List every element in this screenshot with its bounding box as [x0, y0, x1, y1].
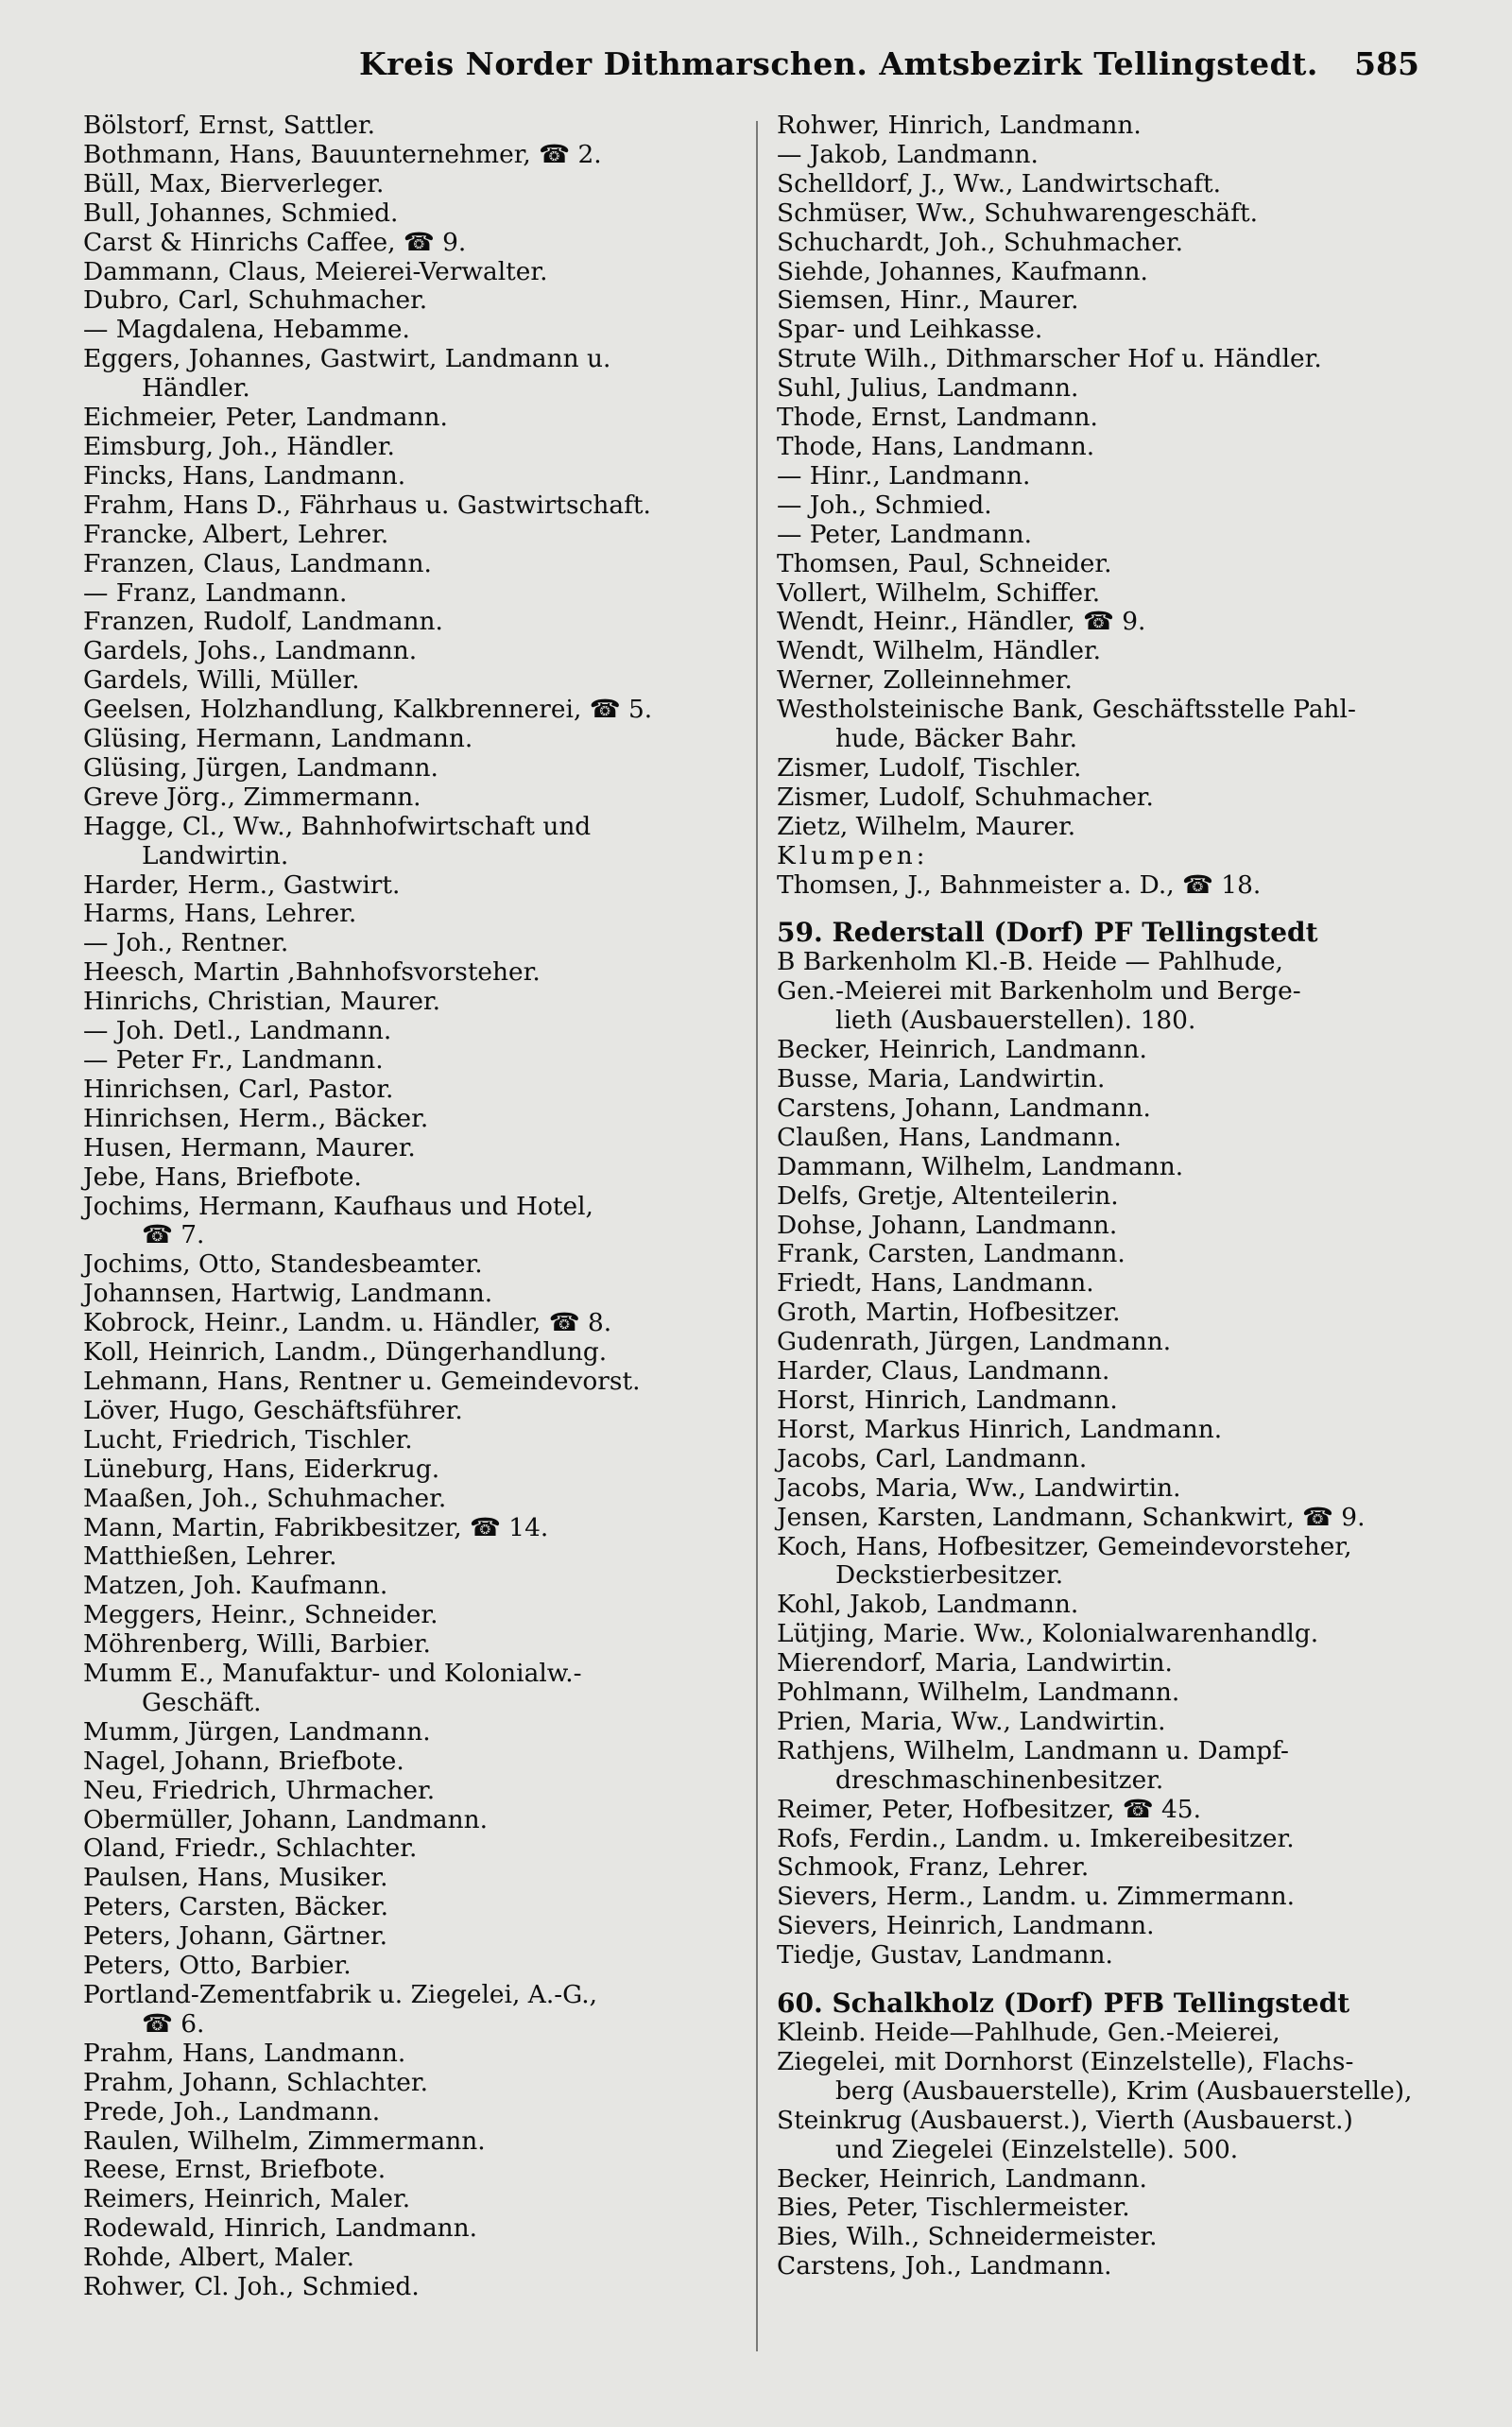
section-59-entries [777, 1036, 1418, 1971]
directory-entry: Prien, Maria, Ww., Landwirtin. [777, 1706, 1166, 1736]
directory-entry: hude, Bäcker Bahr. [835, 724, 1078, 754]
directory-entry: — Hinr., Landmann. [777, 460, 1031, 491]
directory-entry: Kobrock, Heinr., Landm. u. Händler, ☎ 8. [83, 1308, 612, 1338]
directory-entry: Greve Jörg., Zimmermann. [83, 782, 421, 812]
right-column-entries [777, 112, 1418, 900]
directory-entry: Mumm, Jürgen, Landmann. [83, 1716, 431, 1747]
directory-entry: Suhl, Julius, Landmann. [777, 373, 1079, 404]
directory-entry: Carstens, Johann, Landmann. [777, 1093, 1151, 1123]
directory-entry: Carstens, Joh., Landmann. [777, 2251, 1112, 2281]
section-gap [777, 900, 1418, 919]
directory-entry: Friedt, Hans, Landmann. [777, 1268, 1094, 1299]
directory-entry: Rathjens, Wilhelm, Landmann u. Dampf- [777, 1735, 1289, 1765]
directory-entry: Wendt, Heinr., Händler, ☎ 9. [777, 607, 1146, 637]
directory-entry: Hinrichsen, Carl, Pastor. [83, 1074, 394, 1104]
directory-entry: Matzen, Joh. Kaufmann. [83, 1571, 388, 1601]
directory-entry: Raulen, Wilhelm, Zimmermann. [83, 2126, 486, 2156]
directory-entry: Portland-Zementfabrik u. Ziegelei, A.-G., [83, 1980, 598, 2009]
directory-entry: Tiedje, Gustav, Landmann. [777, 1940, 1113, 1971]
directory-entry: — Magdalena, Hebamme. [83, 315, 410, 345]
directory-entry: Peters, Johann, Gärtner. [83, 1921, 388, 1952]
directory-entry: Kohl, Jakob, Landmann. [777, 1590, 1079, 1620]
directory-entry: Eichmeier, Peter, Landmann. [83, 403, 448, 433]
left-column [83, 112, 737, 2302]
directory-entry: Carst & Hinrichs Caffee, ☎ 9. [83, 227, 467, 257]
directory-entry: Sievers, Heinrich, Landmann. [777, 1911, 1155, 1941]
directory-entry: Frahm, Hans D., Fährhaus u. Gastwirtschaft. [83, 490, 651, 520]
directory-entry: Pohlmann, Wilhelm, Landmann. [777, 1678, 1180, 1708]
section-59 [777, 919, 1418, 1971]
directory-entry: Zismer, Ludolf, Tischler. [777, 752, 1082, 783]
directory-entry: Frank, Carsten, Landmann. [777, 1239, 1125, 1269]
section-intro-line: und Ziegelei (Einzelstelle). 500. [835, 2134, 1239, 2164]
directory-entry: Heesch, Martin ,Bahnhofsvorsteher. [83, 957, 541, 988]
directory-entry: Franzen, Rudolf, Landmann. [83, 607, 443, 637]
directory-entry: Claußen, Hans, Landmann. [777, 1122, 1122, 1152]
directory-entry: Mierendorf, Maria, Landwirtin. [777, 1648, 1173, 1678]
directory-entry: — Peter Fr., Landmann. [83, 1045, 384, 1075]
directory-entry: Glüsing, Hermann, Landmann. [83, 724, 473, 754]
section-intro-line: Kleinb. Heide—Pahlhude, Gen.-Meierei, [777, 2018, 1280, 2047]
directory-entry: Neu, Friedrich, Uhrmacher. [83, 1775, 436, 1805]
directory-entry: Landwirtin. [142, 840, 289, 870]
directory-entry: Bull, Johannes, Schmied. [83, 198, 399, 228]
directory-entry: ☎ 7. [142, 1220, 205, 1250]
directory-entry: Spar- und Leihkasse. [777, 315, 1043, 345]
directory-entry: Lüneburg, Hans, Eiderkrug. [83, 1454, 440, 1484]
directory-entry: Paulsen, Hans, Musiker. [83, 1863, 388, 1893]
directory-entry: Koll, Heinrich, Landm., Düngerhandlung. [83, 1337, 608, 1368]
directory-entry: Fincks, Hans, Landmann. [83, 460, 406, 491]
directory-entry: Büll, Max, Bierverleger. [83, 168, 385, 198]
directory-entry: Siemsen, Hinr., Maurer. [777, 285, 1079, 316]
directory-entry: Dammann, Claus, Meierei-Verwalter. [83, 256, 548, 286]
directory-entry: Glüsing, Jürgen, Landmann. [83, 752, 438, 783]
directory-entry: Löver, Hugo, Geschäftsführer. [83, 1395, 463, 1425]
directory-entry: Jochims, Otto, Standesbeamter. [83, 1249, 483, 1280]
directory-entry: Deckstierbesitzer. [835, 1560, 1064, 1591]
directory-entry: Vollert, Wilhelm, Schiffer. [777, 577, 1101, 608]
directory-entry: Hagge, Cl., Ww., Bahnhofwirtschaft und [83, 811, 592, 841]
directory-entry: Lütjing, Marie. Ww., Kolonialwarenhandlg. [777, 1619, 1319, 1649]
section-60-intro [777, 2019, 1418, 2165]
directory-entry: Zismer, Ludolf, Schuhmacher. [777, 782, 1154, 812]
directory-entry: Harms, Hans, Lehrer. [83, 899, 357, 929]
directory-entry: — Joh., Schmied. [777, 490, 992, 520]
directory-entry: Strute Wilh., Dithmarscher Hof u. Händler. [777, 344, 1322, 374]
directory-entry: Dubro, Carl, Schuhmacher. [83, 285, 428, 316]
section-59-heading: 59. Rederstall (Dorf) PF Tellingstedt [777, 917, 1318, 949]
directory-entry: — Joh. Detl., Landmann. [83, 1016, 392, 1046]
directory-entry: Mumm E., Manufaktur- und Kolonialw.- [83, 1659, 582, 1689]
directory-entry: Dammann, Wilhelm, Landmann. [777, 1151, 1184, 1181]
directory-entry: Becker, Heinrich, Landmann. [777, 1035, 1147, 1065]
directory-entry: Werner, Zolleinnehmer. [777, 665, 1073, 696]
directory-entry: Koch, Hans, Hofbesitzer, Gemeindevorsteher, [777, 1531, 1352, 1561]
directory-entry: Oland, Friedr., Schlachter. [83, 1833, 418, 1864]
directory-entry: Eimsburg, Joh., Händler. [83, 431, 395, 461]
page-title: Kreis Norder Dithmarschen. Amtsbezirk Tellingstedt. [359, 45, 1318, 82]
section-60 [777, 1989, 1418, 2281]
directory-entry: Schmüser, Ww., Schuhwarengeschäft. [777, 198, 1259, 228]
directory-entry: Schuchardt, Joh., Schuhmacher. [777, 227, 1183, 257]
column-divider [756, 121, 758, 2351]
directory-entry: Jacobs, Carl, Landmann. [777, 1443, 1088, 1473]
directory-entry: Peters, Carsten, Bäcker. [83, 1892, 389, 1922]
directory-entry: Francke, Albert, Lehrer. [83, 519, 389, 549]
directory-entry: Jacobs, Maria, Ww., Landwirtin. [777, 1472, 1181, 1503]
directory-entry: Gudenrath, Jürgen, Landmann. [777, 1327, 1172, 1357]
directory-entry: Lucht, Friedrich, Tischler. [83, 1424, 413, 1454]
directory-entry: Rohwer, Cl. Joh., Schmied. [83, 2272, 420, 2302]
section-60-heading: 60. Schalkholz (Dorf) PFB Tellingstedt [777, 1988, 1350, 2020]
section-intro-line: berg (Ausbauerstelle), Krim (Ausbauerstelle), [835, 2075, 1413, 2106]
directory-entry: — Peter, Landmann. [777, 519, 1032, 549]
directory-entry: Bies, Peter, Tischlermeister. [777, 2193, 1130, 2223]
directory-entry: Becker, Heinrich, Landmann. [777, 2163, 1147, 2194]
directory-entry: Horst, Markus Hinrich, Landmann. [777, 1414, 1223, 1444]
directory-entry: Obermüller, Johann, Landmann. [83, 1804, 489, 1834]
directory-entry: ☎ 6. [142, 2008, 205, 2039]
directory-entry: Prahm, Johann, Schlachter. [83, 2067, 429, 2097]
directory-entry: Rodewald, Hinrich, Landmann. [83, 2213, 478, 2244]
section-59-intro [777, 948, 1418, 1036]
directory-entry: Bothmann, Hans, Bauunternehmer, ☎ 2. [83, 139, 602, 169]
directory-entry: Schelldorf, J., Ww., Landwirtschaft. [777, 168, 1222, 198]
section-60-entries [777, 2165, 1418, 2282]
directory-entry: Schmook, Franz, Lehrer. [777, 1852, 1090, 1883]
directory-entry: Franzen, Claus, Landmann. [83, 548, 432, 578]
directory-entry: Harder, Claus, Landmann. [777, 1356, 1110, 1386]
directory-entry: Thode, Hans, Landmann. [777, 431, 1095, 461]
directory-entry: Gardels, Willi, Müller. [83, 665, 360, 696]
directory-entry: Meggers, Heinr., Schneider. [83, 1600, 438, 1630]
directory-entry: Bölstorf, Ernst, Sattler. [83, 111, 375, 140]
directory-entry: Jensen, Karsten, Landmann, Schankwirt, ☎ 9. [777, 1502, 1366, 1532]
directory-entry: Jochims, Hermann, Kaufhaus und Hotel, [83, 1191, 593, 1221]
directory-entry: Rohwer, Hinrich, Landmann. [777, 111, 1142, 140]
directory-entry: Thomsen, J., Bahnmeister a. D., ☎ 18. [777, 869, 1262, 900]
section-intro-line: B Barkenholm Kl.-B. Heide — Pahlhude, [777, 947, 1283, 977]
directory-entry: Horst, Hinrich, Landmann. [777, 1385, 1118, 1415]
directory-entry: Jebe, Hans, Briefbote. [83, 1162, 362, 1192]
directory-entry: — Joh., Rentner. [83, 928, 289, 958]
directory-entry: Thomsen, Paul, Schneider. [777, 548, 1112, 578]
section-intro-line: lieth (Ausbauerstellen). 180. [835, 1006, 1196, 1036]
section-gap [777, 1971, 1418, 1989]
directory-entry: Bies, Wilh., Schneidermeister. [777, 2222, 1158, 2252]
directory-entry: Prede, Joh., Landmann. [83, 2096, 381, 2126]
directory-entry: Nagel, Johann, Briefbote. [83, 1746, 404, 1776]
directory-entry: Delfs, Gretje, Altenteilerin. [777, 1180, 1119, 1211]
directory-entry: Busse, Maria, Landwirtin. [777, 1064, 1106, 1093]
directory-entry: Matthießen, Lehrer. [83, 1541, 337, 1572]
directory-entry: Reese, Ernst, Briefbote. [83, 2155, 387, 2185]
directory-entry: — Franz, Landmann. [83, 577, 348, 608]
directory-entry: Reimer, Peter, Hofbesitzer, ☎ 45. [777, 1794, 1201, 1824]
directory-entry: — Jakob, Landmann. [777, 139, 1039, 169]
directory-entry: Zietz, Wilhelm, Maurer. [777, 811, 1076, 841]
directory-entry: Groth, Martin, Hofbesitzer. [777, 1298, 1121, 1328]
directory-entry: Peters, Otto, Barbier. [83, 1951, 352, 1981]
directory-entry: Eggers, Johannes, Gastwirt, Landmann u. [83, 344, 611, 374]
directory-entry: Geelsen, Holzhandlung, Kalkbrennerei, ☎ 5. [83, 695, 653, 725]
section-intro-line: Gen.-Meierei mit Barkenholm und Berge- [777, 976, 1301, 1007]
directory-entry: Reimers, Heinrich, Maler. [83, 2184, 411, 2214]
directory-entry: Dohse, Johann, Landmann. [777, 1210, 1118, 1240]
directory-entry: Husen, Hermann, Maurer. [83, 1132, 416, 1162]
directory-entry: dreschmaschinenbesitzer. [835, 1764, 1164, 1795]
directory-entry: Gardels, Johs., Landmann. [83, 636, 418, 666]
directory-entry: Klumpen: [777, 840, 929, 870]
directory-entry: Händler. [142, 373, 250, 404]
page-header [0, 45, 1512, 93]
section-intro-line: Ziegelei, mit Dornhorst (Einzelstelle), Flachs- [777, 2046, 1354, 2076]
directory-entry: Hinrichs, Christian, Maurer. [83, 987, 441, 1017]
section-intro-line: Steinkrug (Ausbauerst.), Vierth (Ausbauerst.) [777, 2105, 1353, 2135]
directory-entry: Hinrichsen, Herm., Bäcker. [83, 1103, 429, 1133]
directory-entry: Maaßen, Joh., Schuhmacher. [83, 1483, 447, 1513]
directory-entry: Thode, Ernst, Landmann. [777, 403, 1098, 433]
directory-entry: Sievers, Herm., Landm. u. Zimmermann. [777, 1882, 1295, 1912]
directory-entry: Harder, Herm., Gastwirt. [83, 869, 401, 900]
page-number: 585 [1354, 45, 1419, 82]
directory-entry: Möhrenberg, Willi, Barbier. [83, 1629, 431, 1660]
directory-entry: Wendt, Wilhelm, Händler. [777, 636, 1102, 666]
directory-entry: Siehde, Johannes, Kaufmann. [777, 256, 1148, 286]
directory-entry: Mann, Martin, Fabrikbesitzer, ☎ 14. [83, 1512, 549, 1542]
directory-entry: Rohde, Albert, Maler. [83, 2243, 354, 2273]
directory-entry: Johannsen, Hartwig, Landmann. [83, 1279, 493, 1309]
directory-entry: Prahm, Hans, Landmann. [83, 2038, 406, 2068]
directory-entry: Lehmann, Hans, Rentner u. Gemeindevorst. [83, 1366, 641, 1396]
directory-entry: Westholsteinische Bank, Geschäftsstelle Pahl- [777, 695, 1356, 725]
directory-entry: Rofs, Ferdin., Landm. u. Imkereibesitzer. [777, 1823, 1295, 1853]
right-column [777, 112, 1418, 2281]
directory-entry: Geschäft. [142, 1687, 262, 1717]
